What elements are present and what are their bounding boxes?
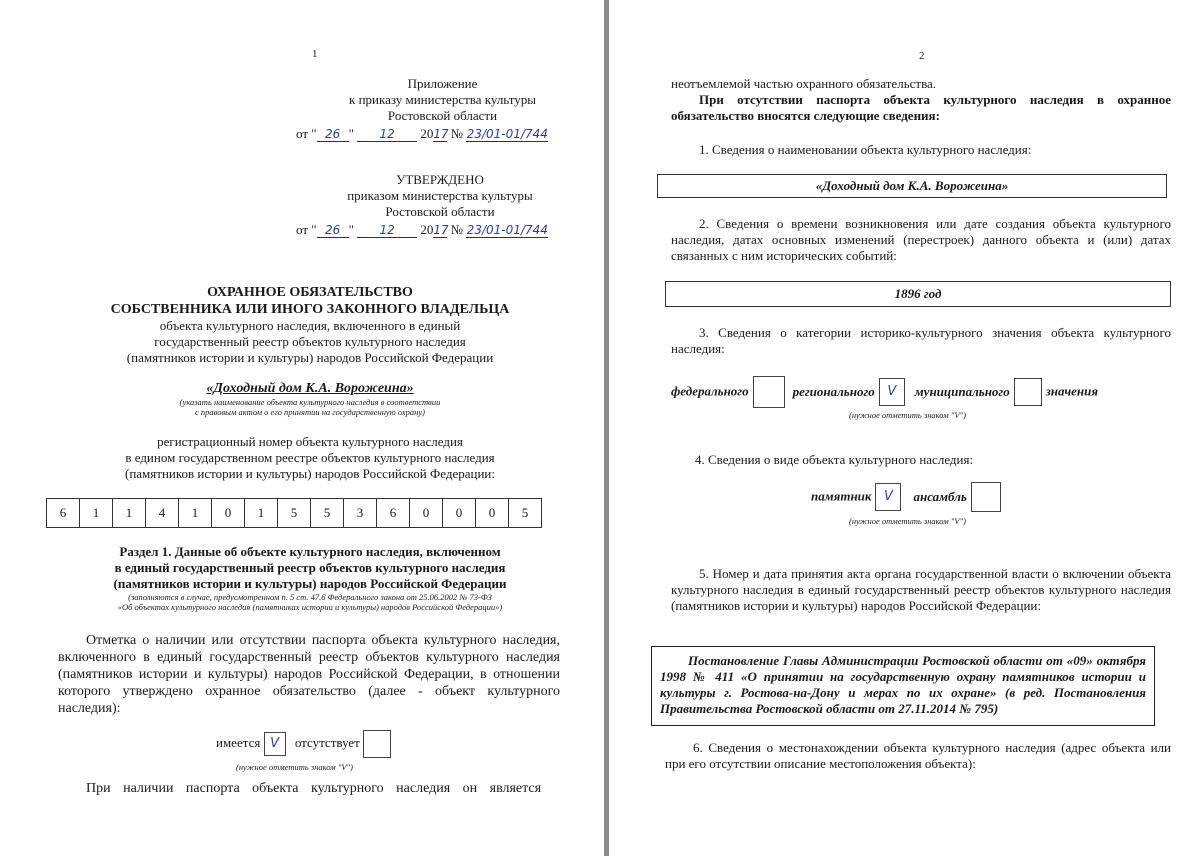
object-name: «Доходный дом К.А. Ворожеина» bbox=[206, 381, 414, 396]
creation-date-field: 1896 год bbox=[665, 281, 1171, 307]
reg-digit: 1 bbox=[80, 499, 113, 528]
item-6: 6. Сведения о местонахождении объекта культурного наследия (адрес объекта или при его отсутствии описание местоположения объекта): bbox=[665, 740, 1171, 771]
reg-digit: 5 bbox=[509, 499, 542, 528]
item-4: 4. Сведения о виде объекта культурного наследия: bbox=[695, 452, 974, 467]
registration-text: регистрационный номер объекта культурного наследия в едином государственном реестре объектов культурного наследия (памятников истории и культуры) народов Российской Федерации: bbox=[125, 434, 495, 481]
approved-block: УТВЕРЖДЕНО приказом министерства культуры Ростовской области bbox=[300, 172, 580, 220]
kind-marks: памятник V ансамбль bbox=[811, 482, 1001, 512]
passport-marks: имеется V отсутствует bbox=[216, 730, 391, 758]
registration-number-table bbox=[46, 498, 542, 528]
attachment-date-line: от " 26 " 12 2017 № 23/01-01/744 bbox=[296, 126, 548, 141]
reg-digit: 1 bbox=[245, 499, 278, 528]
attachment-line: к приказу министерства культуры bbox=[349, 92, 536, 107]
reg-digit: 0 bbox=[476, 499, 509, 528]
reg-digit: 6 bbox=[47, 499, 80, 528]
reg-digit: 0 bbox=[443, 499, 476, 528]
object-name-field: «Доходный дом К.А. Ворожеина» bbox=[657, 174, 1167, 198]
bottom-text: При наличии паспорта объекта культурного наследия он является bbox=[86, 781, 542, 796]
has-passport-checkbox[interactable]: V bbox=[264, 732, 286, 756]
category-marks: федерального регионального V муниципального значения bbox=[671, 376, 1098, 408]
municipal-checkbox[interactable] bbox=[1014, 378, 1042, 406]
date-day: 26 bbox=[317, 223, 349, 238]
attachment-line: Ростовской области bbox=[387, 108, 498, 123]
document-title: ОХРАННОЕ ОБЯЗАТЕЛЬСТВО СОБСТВЕННИКА ИЛИ ИНОГО ЗАКОННОГО ВЛАДЕЛЬЦА объекта культурного наследия, включенного в единый государственный реестр объектов культурного наследия (памятников истории и культуры) народов Российской Федерации bbox=[110, 285, 510, 365]
order-number: 23/01-01/744 bbox=[466, 127, 548, 141]
item-2: 2. Сведения о времени возникновения или дате создания объекта культурного наследия, датах основных изменений (перестроек) данного объекта и (или) датах связанных с ним исторических событий: bbox=[671, 216, 1171, 263]
approved-date-line: от " 26 " 12 2017 № 23/01-01/744 bbox=[296, 222, 548, 237]
registry-act-field: Постановление Главы Администрации Ростовской области от «09» октября 1998 № 411 «О принятии на государственную охрану памятников истории и культуры г. Ростова-на-Дону и мерах по их охране» (в ред. Постановления Правительства Ростовской области от 27.11.2014 № 795) bbox=[651, 646, 1155, 726]
mark-hint: (нужное отметить знаком "V") bbox=[849, 516, 966, 526]
federal-checkbox[interactable] bbox=[753, 376, 785, 408]
reg-digit: 0 bbox=[410, 499, 443, 528]
order-number: 23/01-01/744 bbox=[466, 223, 548, 237]
item-5: 5. Номер и дата принятия акта органа государственной власти о включении объекта культурного наследия в единый государственный реестр объектов культурного наследия (памятников истории и культуры) народов Российской Федерации: bbox=[671, 566, 1171, 613]
document-page-2 bbox=[609, 0, 1200, 856]
date-year: 17 bbox=[433, 223, 449, 237]
monument-checkbox[interactable]: V bbox=[875, 483, 901, 511]
attachment-block bbox=[320, 76, 565, 124]
reg-digit: 0 bbox=[212, 499, 245, 528]
date-day: 26 bbox=[317, 127, 349, 142]
mark-hint: (нужное отметить знаком "V") bbox=[236, 762, 353, 772]
item-3: 3. Сведения о категории историко-культурного значения объекта культурного наследия: bbox=[671, 325, 1171, 356]
attachment-line: Приложение bbox=[407, 76, 478, 91]
bold-paragraph: При отсутствии паспорта объекта культурного наследия в охранное обязательство вносятся следующие сведения: bbox=[671, 92, 1171, 123]
section-1-heading: Раздел 1. Данные об объекте культурного наследия, включенном в единый государственный реестр объектов культурного наследия (памятников истории и культуры) народов Российской Федерации (заполняются в случае, предусмотренном п. 5 ст. 47.6 Федерального закона от 25.06.2002 № 73-ФЗ «Об объектах культурного наследия (памятниках истории и культуры) народов Российской Федерации») bbox=[113, 544, 507, 612]
approved-title: УТВЕРЖДЕНО bbox=[396, 172, 484, 187]
reg-digit: 5 bbox=[311, 499, 344, 528]
top-text: неотъемлемой частью охранного обязательства. bbox=[671, 76, 937, 91]
date-month: 12 bbox=[357, 223, 417, 238]
no-passport-checkbox[interactable] bbox=[363, 730, 391, 758]
page-number: 2 bbox=[919, 50, 925, 62]
reg-digit: 1 bbox=[179, 499, 212, 528]
mark-hint: (нужное отметить знаком "V") bbox=[849, 410, 966, 420]
page-number: 1 bbox=[312, 48, 318, 60]
object-name-block: «Доходный дом К.А. Ворожеина» (указать наименование объекта культурного наследия в соответствии с правовым актом о его принятии на государственную охрану) bbox=[60, 380, 560, 417]
reg-digit: 4 bbox=[146, 499, 179, 528]
reg-digit: 6 bbox=[377, 499, 410, 528]
date-year: 17 bbox=[433, 127, 449, 141]
ensemble-checkbox[interactable] bbox=[971, 482, 1001, 512]
reg-digit: 1 bbox=[113, 499, 146, 528]
reg-digit: 5 bbox=[278, 499, 311, 528]
regional-checkbox[interactable]: V bbox=[879, 378, 905, 406]
reg-digit: 3 bbox=[344, 499, 377, 528]
item-1: 1. Сведения о наименовании объекта культурного наследия: bbox=[699, 142, 1032, 157]
date-month: 12 bbox=[357, 127, 417, 142]
passport-text: Отметка о наличии или отсутствии паспорта объекта культурного наследия, включенного в единый государственный реестр объектов культурного наследия (памятников истории и культуры) народов Российской Федерации, в отношении которого утверждено охранное обязательство (далее - объект культурного наследия): bbox=[58, 633, 560, 716]
